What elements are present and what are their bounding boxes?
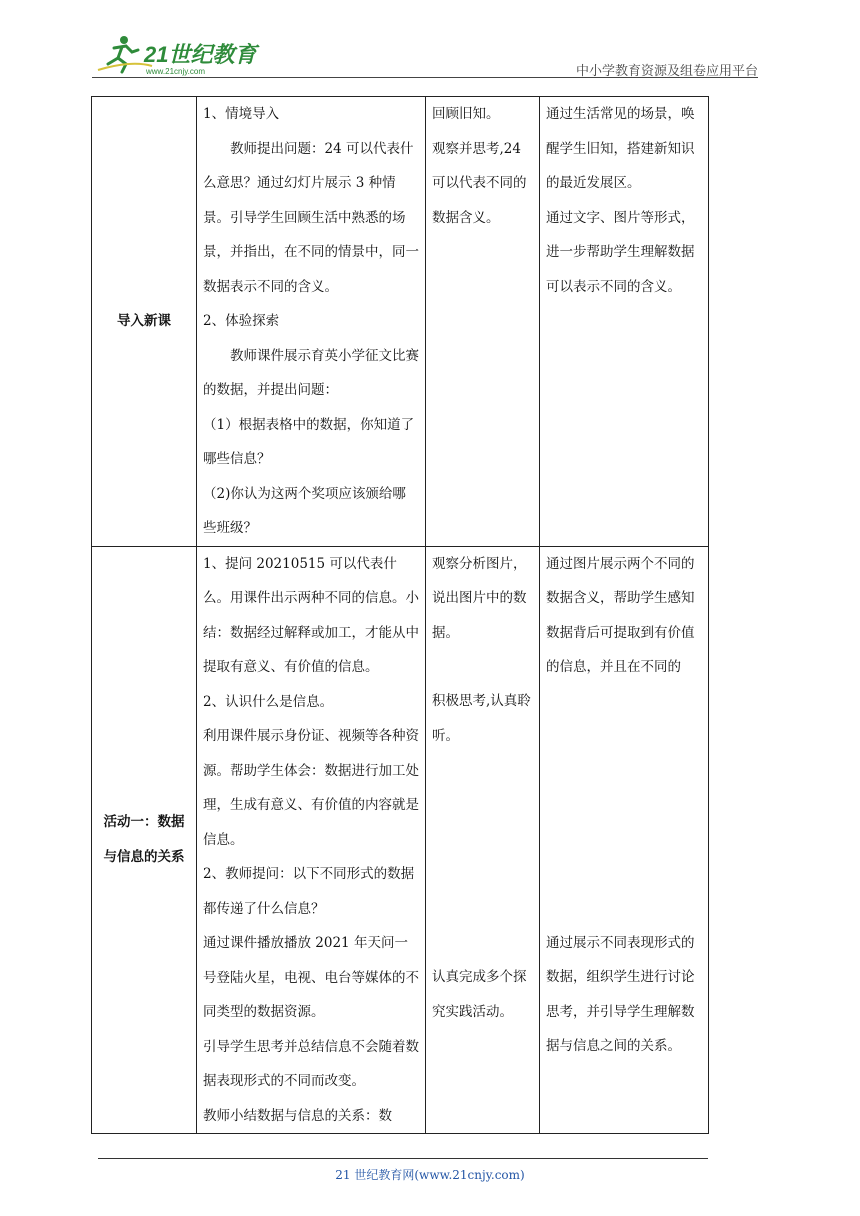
design-intent-cell bbox=[540, 546, 709, 1134]
paragraph: 2、教师提问：以下不同形式的数据都传递了什么信息？ bbox=[203, 866, 415, 917]
paragraph: 通过展示不同表现形式的数据，组织学生进行讨论思考，并引导学生理解数据与信息之间的关系。 bbox=[546, 934, 695, 1054]
paragraph: 利用课件展示身份证、视频等各种资源。帮助学生体会：数据进行加工处理，生成有意义、有价值的内容就是信息。 bbox=[203, 728, 419, 848]
paragraph: 积极思考,认真聆听。 bbox=[432, 693, 531, 744]
paragraph: （2)你认为这两个奖项应该颁给哪些班级？ bbox=[203, 485, 406, 536]
table-row bbox=[92, 546, 709, 1134]
paragraph: 通过文字、图片等形式，进一步帮助学生理解数据可以表示不同的含义。 bbox=[546, 209, 695, 295]
stage-cell: 活动一：数据与信息的关系 bbox=[92, 546, 197, 1134]
teacher-activity-cell bbox=[197, 546, 426, 1134]
paragraph: 1、情境导入 bbox=[203, 106, 280, 122]
paragraph: 1、提问 20210515 可以代表什么。用课件出示两种不同的信息。小结：数据经过解释或加工，才能从中提取有意义、有价值的信息。 bbox=[203, 555, 419, 675]
site-logo bbox=[92, 30, 262, 78]
footer-link[interactable]: 21 世纪教育网(www.21cnjy.com) bbox=[335, 1168, 525, 1182]
header-rule bbox=[92, 77, 758, 78]
svg-text:www.21cnjy.com: www.21cnjy.com bbox=[146, 67, 205, 76]
paragraph: （1）根据表格中的数据，你知道了哪些信息？ bbox=[203, 416, 415, 467]
paragraph: 回顾旧知。 bbox=[432, 106, 500, 122]
paragraph: 教师课件展示育英小学征文比赛的数据，并提出问题： bbox=[203, 347, 419, 398]
lesson-table bbox=[91, 96, 709, 1134]
platform-name: 中小学教育资源及组卷应用平台 bbox=[575, 64, 758, 79]
design-intent-cell bbox=[540, 97, 709, 547]
teacher-activity-cell bbox=[197, 97, 426, 547]
paragraph: 通过生活常见的场景，唤醒学生旧知，搭建新知识的最近发展区。 bbox=[546, 106, 695, 191]
paragraph: 通过图片展示两个不同的数据含义，帮助学生感知数据背后可提取到有价值的信息，并且在不同的 bbox=[546, 555, 695, 675]
paragraph: 认真完成多个探究实践活动。 bbox=[432, 969, 527, 1020]
student-activity-cell bbox=[426, 97, 540, 547]
stage-cell: 导入新课 bbox=[92, 97, 197, 547]
student-activity-cell bbox=[426, 546, 540, 1134]
paragraph: 教师小结数据与信息的关系：数 bbox=[203, 1107, 392, 1124]
paragraph: 观察并思考,24 可以代表不同的数据含义。 bbox=[432, 140, 527, 226]
footer-rule bbox=[98, 1158, 708, 1159]
svg-text:21世纪教育: 21世纪教育 bbox=[144, 42, 257, 67]
paragraph: 2、体验探索 bbox=[203, 313, 280, 329]
table-row bbox=[92, 97, 709, 547]
paragraph: 引导学生思考并总结信息不会随着数据表现形式的不同而改变。 bbox=[203, 1038, 419, 1089]
paragraph: 2、认识什么是信息。 bbox=[203, 693, 334, 710]
paragraph: 通过课件播放播放 2021 年天问一号登陆火星，电视、电台等媒体的不同类型的数据资源。 bbox=[203, 935, 419, 1020]
paragraph: 教师提出问题：24 可以代表什么意思？通过幻灯片展示 3 种情景。引导学生回顾生活中熟悉的场景，并指出，在不同的情景中，同一数据表示不同的含义。 bbox=[203, 140, 419, 295]
paragraph: 观察分析图片，说出图片中的数据。 bbox=[432, 555, 527, 641]
page-header bbox=[92, 30, 758, 78]
